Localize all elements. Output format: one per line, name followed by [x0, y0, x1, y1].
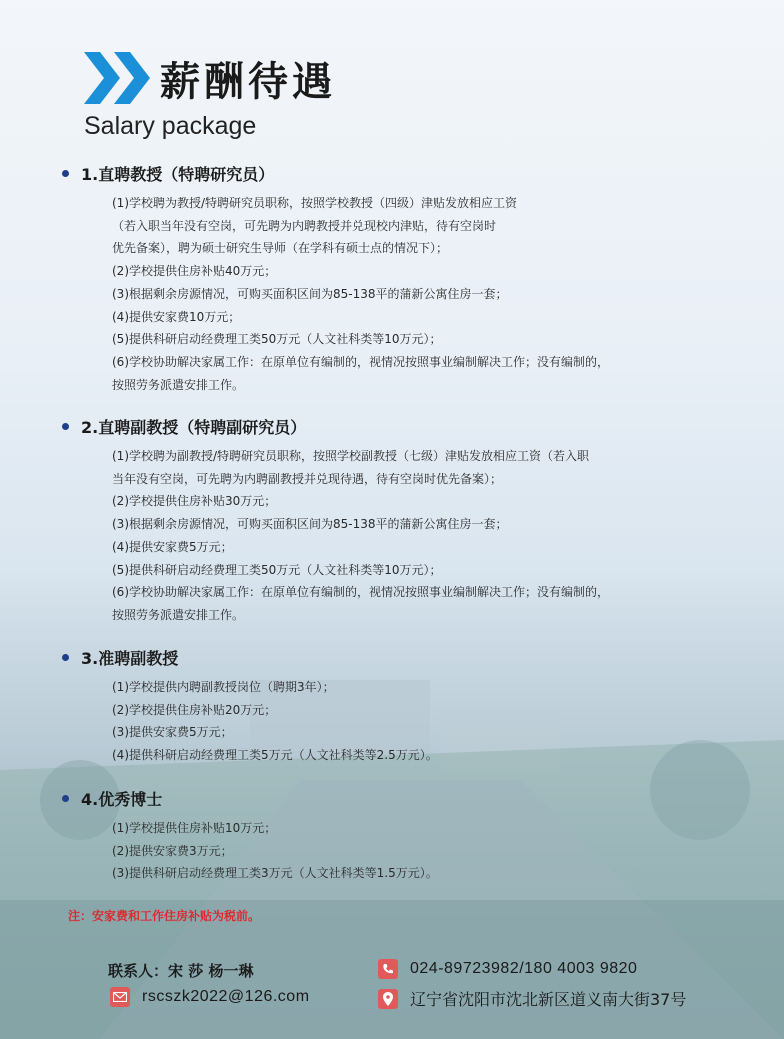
- page-title: 薪酬待遇: [160, 59, 336, 105]
- list-item: 按照劳务派遣安排工作。: [112, 377, 245, 392]
- bullet-dot: [62, 423, 69, 430]
- list-item: (2)学校提供住房补贴40万元；: [112, 264, 277, 279]
- section-title: 3.准聘副教授: [81, 649, 179, 668]
- list-item: (4)提供安家费10万元；: [112, 309, 241, 324]
- list-item: (4)提供科研启动经费理工类5万元（人文社科类等2.5万元）。: [112, 748, 438, 763]
- list-item: (3)根据剩余房源情况，可购买面积区间为85-138平的蒲新公寓住房一套；: [112, 286, 508, 301]
- list-item: (5)提供科研启动经费理工类50万元（人文社科类等10万元）；: [112, 332, 442, 347]
- address-row: [378, 987, 686, 1010]
- section-title: 1.直聘教授（特聘研究员）: [81, 165, 275, 184]
- list-item: (3)根据剩余房源情况，可购买面积区间为85-138平的蒲新公寓住房一套；: [112, 517, 508, 532]
- bullet-dot: [62, 795, 69, 802]
- list-item: （若入职当年没有空岗，可先聘为内聘教授并兑现校内津贴，待有空岗时: [112, 218, 497, 233]
- list-item: (1)学校提供住房补贴10万元；: [112, 821, 277, 835]
- list-item: 当年没有空岗，可先聘为内聘副教授并兑现待遇，待有空岗时优先备案）；: [112, 471, 503, 486]
- bullet-dot: [62, 170, 69, 177]
- tax-note: 注：安家费和工作住房补贴为税前。: [68, 909, 261, 923]
- section-title: 2.直聘副教授（特聘副研究员）: [81, 418, 307, 437]
- list-item: (4)提供安家费5万元；: [112, 539, 233, 554]
- list-item: (3)提供安家费5万元；: [112, 725, 233, 740]
- list-item: (1)学校提供内聘副教授岗位（聘期3年）；: [112, 680, 335, 694]
- location-pin-icon: [378, 989, 398, 1009]
- list-item: (1)学校聘为教授/特聘研究员职称，按照学校教授（四级）津贴发放相应工资: [112, 196, 518, 210]
- list-item: (3)提供科研启动经费理工类3万元（人文社科类等1.5万元）。: [112, 866, 438, 881]
- list-item: (1)学校聘为副教授/特聘研究员职称，按照学校副教授（七级）津贴发放相应工资（若入职: [112, 449, 590, 463]
- list-item: 优先备案），聘为硕士研究生导师（在学科有硕士点的情况下）；: [112, 241, 449, 256]
- postal-address: 辽宁省沈阳市沈北新区道义南大街37号: [410, 990, 687, 1009]
- list-item: (6)学校协助解决家属工作：在原单位有编制的，视情况按照事业编制解决工作；没有编制的，: [112, 585, 610, 600]
- section-excellent-phd: [62, 787, 438, 885]
- section-tenure-track-associate: [62, 646, 438, 767]
- phone-row[interactable]: [378, 959, 637, 979]
- section-associate-professor: [62, 415, 609, 627]
- section-title: 4.优秀博士: [81, 790, 163, 809]
- list-item: 按照劳务派遣安排工作。: [112, 607, 245, 622]
- list-item: (2)提供安家费3万元；: [112, 843, 233, 858]
- section-professor: [62, 162, 609, 396]
- phone-number[interactable]: 024-89723982/180 4003 9820: [410, 960, 638, 977]
- email-address[interactable]: rscszk2022@126.com: [142, 988, 310, 1005]
- contact-people: 联系人：宋 莎 杨一琳: [108, 962, 254, 980]
- list-item: (5)提供科研启动经费理工类50万元（人文社科类等10万元）；: [112, 562, 442, 577]
- list-item: (2)学校提供住房补贴20万元；: [112, 702, 277, 717]
- list-item: (2)学校提供住房补贴30万元；: [112, 494, 277, 509]
- email-row[interactable]: [110, 987, 310, 1007]
- double-chevron-icon: [84, 52, 154, 104]
- phone-icon: [378, 959, 398, 979]
- page-subtitle: Salary package: [84, 112, 257, 140]
- mail-icon: [110, 987, 130, 1007]
- list-item: (6)学校协助解决家属工作：在原单位有编制的，视情况按照事业编制解决工作；没有编制的，: [112, 354, 610, 369]
- bullet-dot: [62, 654, 69, 661]
